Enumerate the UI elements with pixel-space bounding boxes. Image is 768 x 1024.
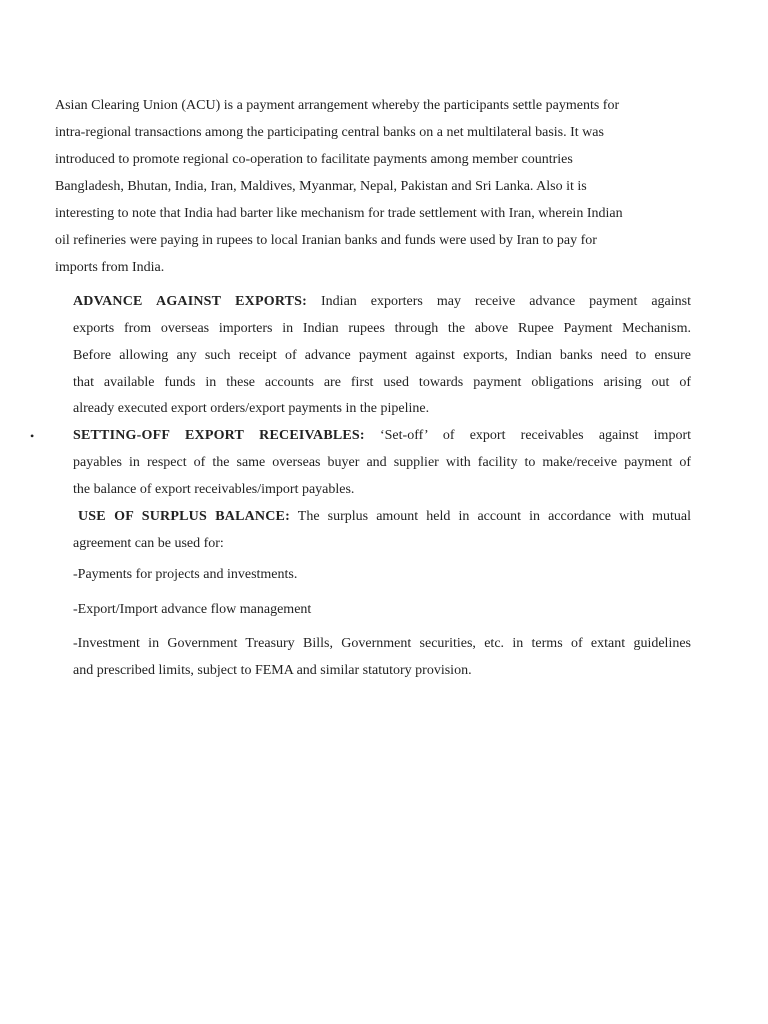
- advance-line: already executed export orders/export payments in the pipeline.: [73, 401, 430, 416]
- surplus-item-investment: -Investment in Government Treasury Bills, Government securities, etc. in terms of extant guidelines: [73, 636, 691, 651]
- intro-line: interesting to note that India had barter like mechanism for trade settlement with Iran, wherein Indian: [55, 206, 623, 221]
- advance-heading: ADVANCE AGAINST EXPORTS:: [73, 294, 308, 309]
- intro-line: imports from India.: [55, 260, 165, 275]
- advance-line: that available funds in these accounts are first used towards payment obligations arising out of: [73, 375, 691, 390]
- intro-line: Asian Clearing Union (ACU) is a payment arrangement whereby the participants settle payments for: [55, 98, 620, 113]
- intro-line: introduced to promote regional co-operation to facilitate payments among member countries: [55, 152, 573, 167]
- setoff-first-line: [73, 428, 691, 444]
- intro-line: Bangladesh, Bhutan, India, Iran, Maldives, Myanmar, Nepal, Pakistan and Sri Lanka. Also it is: [55, 179, 587, 194]
- advance-first-line: [73, 294, 691, 310]
- setoff-line: the balance of export receivables/import payables.: [73, 482, 355, 497]
- intro-line: oil refineries were paying in rupees to local Iranian banks and funds were used by Iran to pay for: [55, 233, 597, 248]
- advance-line: Before allowing any such receipt of advance payment against exports, Indian banks need to ensure: [73, 348, 691, 363]
- surplus-heading: USE OF SURPLUS BALANCE:: [78, 509, 290, 524]
- setoff-first-line-text: ‘Set-off’ of export receivables against import: [364, 428, 691, 443]
- surplus-line: agreement can be used for:: [73, 536, 224, 551]
- setoff-line: payables in respect of the same overseas buyer and supplier with facility to make/receive payment of: [73, 455, 691, 470]
- intro-line: intra-regional transactions among the participating central banks on a net multilateral basis. It was: [55, 125, 604, 140]
- surplus-first-line-text: The surplus amount held in account in accordance with mutual: [289, 509, 691, 524]
- advance-first-line-text: Indian exporters may receive advance payment against: [307, 294, 691, 309]
- surplus-item-investment-continued: and prescribed limits, subject to FEMA and similar statutory provision.: [73, 663, 472, 678]
- bullet-marker: •: [30, 429, 35, 443]
- surplus-first-line: [78, 509, 691, 525]
- advance-line: exports from overseas importers in Indian rupees through the above Rupee Payment Mechanism.: [73, 321, 691, 336]
- surplus-item-payments: -Payments for projects and investments.: [73, 567, 298, 582]
- setoff-heading: SETTING-OFF EXPORT RECEIVABLES:: [73, 428, 365, 443]
- surplus-item-advance-flow: -Export/Import advance flow management: [73, 602, 312, 617]
